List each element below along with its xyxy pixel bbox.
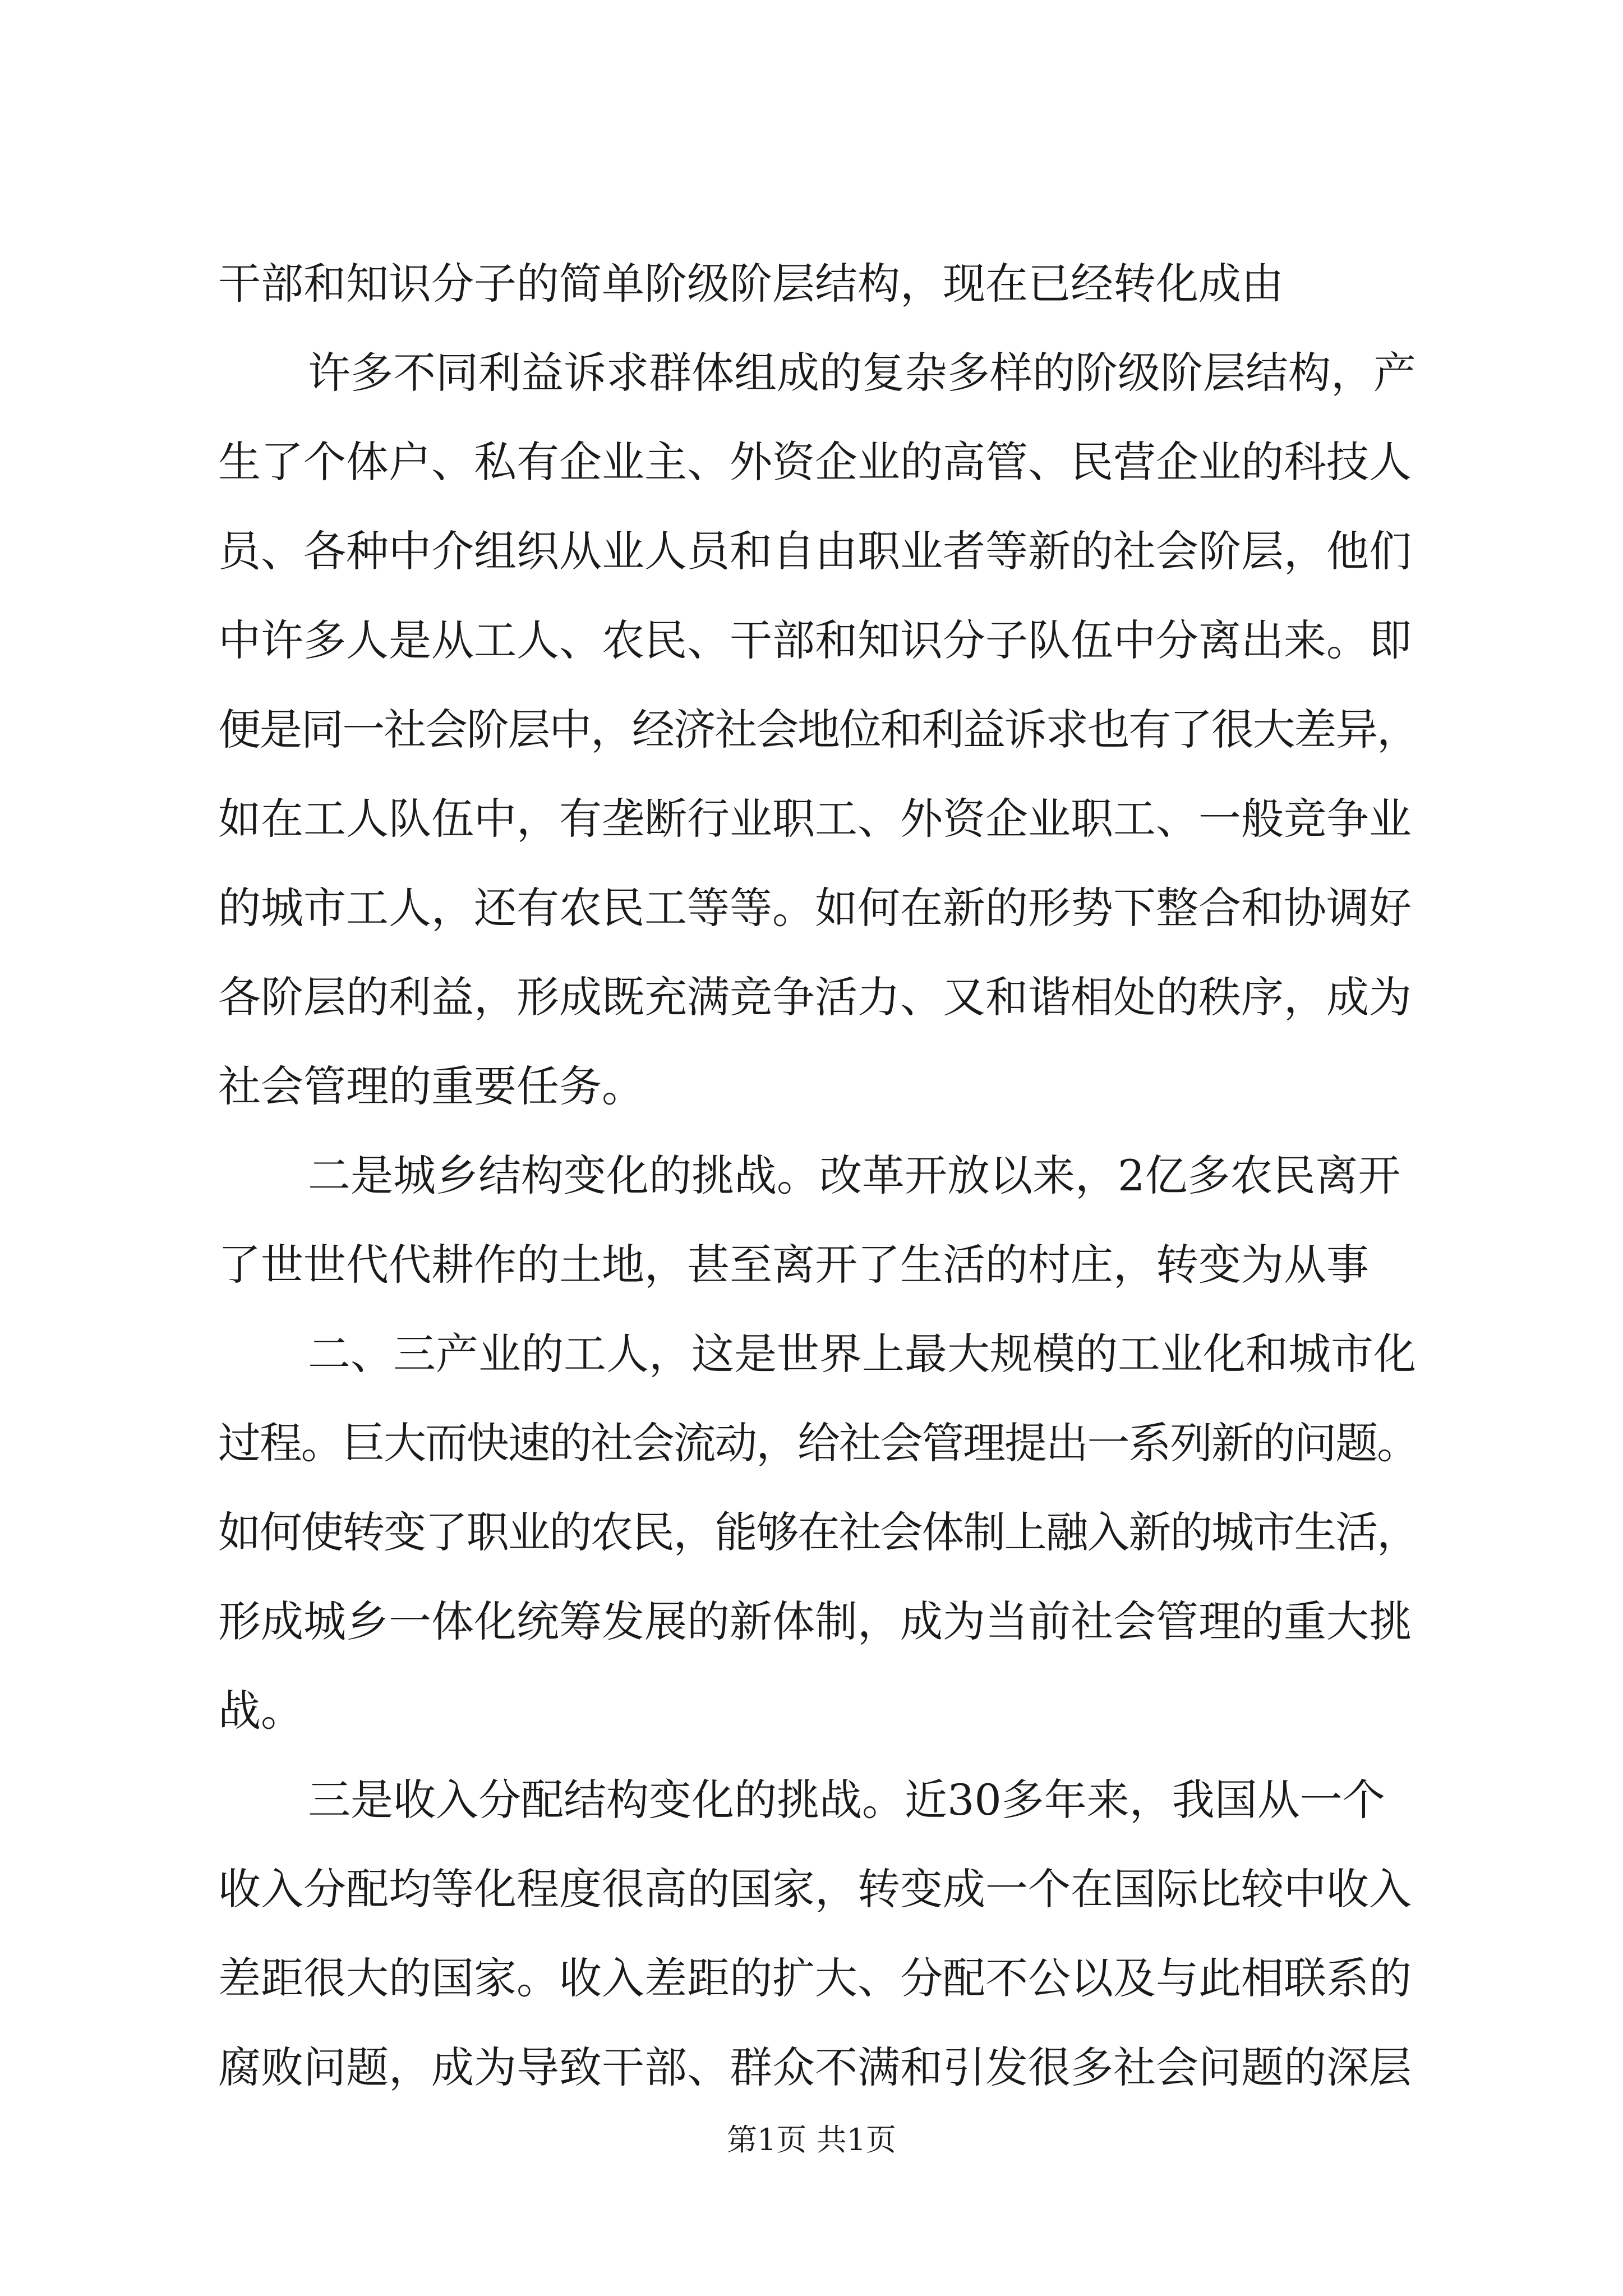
text-line: 三是收入分配结构变化的挑战。近30多年来，我国从一个 [308,1775,1385,1825]
text-line: 收入分配均等化程度很高的国家，转变成一个在国际比较中收入 [218,1864,1412,1914]
text-line: 形成城乡一体化统筹发展的新体制，成为当前社会管理的重大挑 [218,1596,1412,1646]
text-line: 二、三产业的工人，这是世界上最大规模的工业化和城市化 [308,1329,1416,1379]
text-line: 干部和知识分子的简单阶级阶层结构，现在已经转化成由 [218,259,1284,309]
text-line: 战。 [218,1686,303,1736]
text-line: 各阶层的利益，形成既充满竞争活力、又和谐相处的秩序，成为 [218,972,1412,1022]
text-line: 许多不同利益诉求群体组成的复杂多样的阶级阶层结构，产 [308,348,1416,398]
body-text [218,239,1419,2112]
text-line: 的城市工人，还有农民工等等。如何在新的形势下整合和协调好 [218,883,1412,933]
text-line: 差距很大的国家。收入差距的扩大、分配不公以及与此相联系的 [218,1953,1412,2003]
text-line: 腐败问题，成为导致干部、群众不满和引发很多社会问题的深层 [218,2042,1412,2092]
text-line: 生了个体户、私有企业主、外资企业的高管、民营企业的科技人 [218,437,1412,487]
text-line: 如在工人队伍中，有垄断行业职工、外资企业职工、一般竞争业 [218,794,1412,844]
text-line: 二是城乡结构变化的挑战。改革开放以来，2亿多农民离开 [308,1151,1401,1200]
text-line: 过程。巨大而快速的社会流动，给社会管理提出一系列新的问题。 [218,1418,1418,1468]
text-line: 了世世代代耕作的土地，甚至离开了生活的村庄，转变为从事 [218,1240,1369,1290]
text-line: 员、各种中介组织从业人员和自由职业者等新的社会阶层，他们 [218,526,1412,576]
text-line: 便是同一社会阶层中，经济社会地位和利益诉求也有了很大差异， [218,705,1418,754]
text-line: 如何使转变了职业的农民，能够在社会体制上融入新的城市生活， [218,1507,1418,1557]
text-line: 社会管理的重要任务。 [218,1061,644,1111]
page-footer: 第1页 共1页 [727,2122,896,2157]
text-line: 中许多人是从工人、农民、干部和知识分子队伍中分离出来。即 [218,615,1412,665]
